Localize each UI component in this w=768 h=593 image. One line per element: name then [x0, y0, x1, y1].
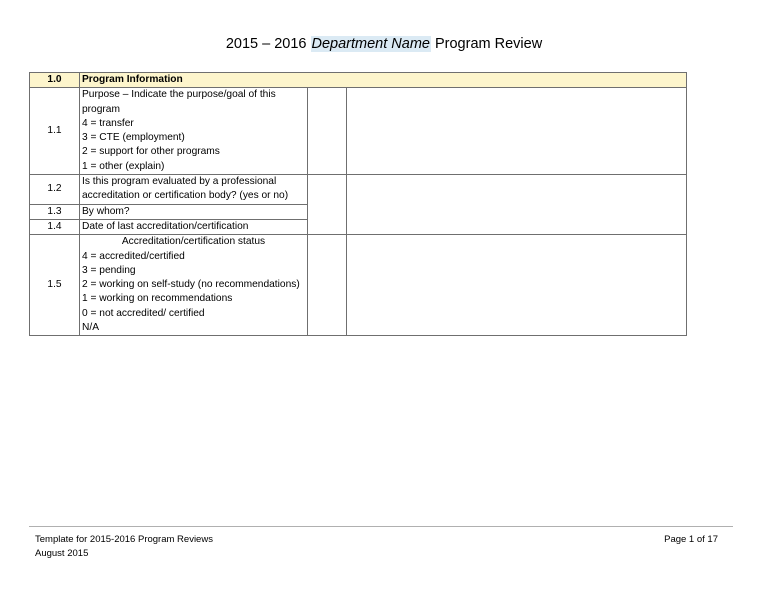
description-line: 3 = CTE (employment): [82, 132, 185, 144]
row-description: Date of last accreditation/certification: [80, 219, 308, 234]
footer-date: August 2015: [35, 548, 89, 559]
title-prefix: 2015 – 2016: [225, 36, 311, 52]
row-description: By whom?: [80, 204, 308, 219]
title-suffix: Program Review: [430, 36, 543, 52]
section-label: Program Information: [80, 73, 687, 88]
footer-left: [35, 533, 213, 561]
footer-template-label: Template for 2015-2016 Program Reviews: [35, 534, 213, 545]
row-number: 1.2: [30, 175, 80, 205]
description-line: 1 = working on recommendations: [82, 293, 233, 305]
row-description: Is this program evaluated by a professional accreditation or certification body? (yes or no): [80, 175, 308, 205]
section-number: 1.0: [30, 73, 80, 88]
description-line: 0 = not accredited/ certified: [82, 307, 205, 319]
description-line: N/A: [82, 322, 99, 334]
comment-cell[interactable]: [347, 175, 687, 235]
comment-cell[interactable]: [347, 235, 687, 336]
table-row-1-5: [30, 235, 687, 336]
description-line: Purpose – Indicate the purpose/goal of this program: [82, 89, 276, 115]
description-line: 4 = transfer: [82, 117, 134, 129]
table-row-1-1: [30, 88, 687, 175]
rating-cell[interactable]: [308, 175, 347, 235]
page-title: [0, 35, 768, 53]
description-line: 2 = working on self-study (no recommendations): [82, 279, 300, 291]
footer-divider: [29, 526, 733, 527]
table-row-1-2: [30, 175, 687, 205]
page-number: Page 1 of 17: [664, 534, 718, 545]
description-line: 4 = accredited/certified: [82, 250, 185, 262]
description-line: 2 = support for other programs: [82, 146, 220, 158]
description-line: 1 = other (explain): [82, 160, 165, 172]
row-number: 1.1: [30, 88, 80, 175]
section-header-row: [30, 73, 687, 88]
row-description: [80, 235, 308, 336]
row-description: [80, 88, 308, 175]
row-number: 1.4: [30, 219, 80, 234]
row-number: 1.3: [30, 204, 80, 219]
row-number: 1.5: [30, 235, 80, 336]
department-name-field[interactable]: Department Name: [311, 36, 430, 52]
description-heading: Accreditation/certification status: [121, 236, 266, 248]
comment-cell[interactable]: [347, 88, 687, 175]
program-information-table: [29, 72, 687, 336]
description-line: 3 = pending: [82, 264, 136, 276]
rating-cell[interactable]: [308, 235, 347, 336]
rating-cell[interactable]: [308, 88, 347, 175]
